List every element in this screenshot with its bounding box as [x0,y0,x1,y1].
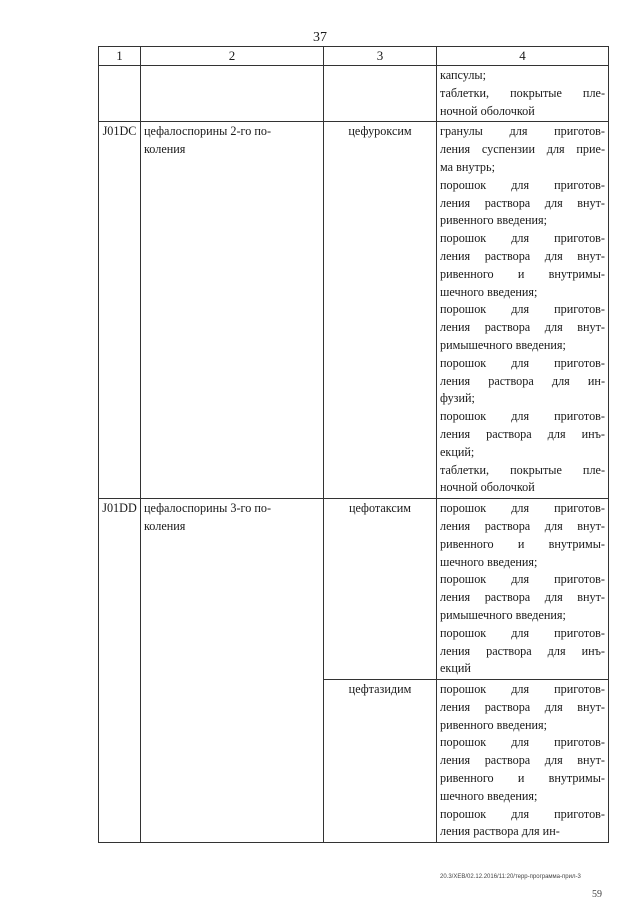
group-cell [141,122,324,499]
dosage-form-line: фузий; [440,391,475,406]
inn-cell: цефтазидим [324,680,437,843]
dosage-forms-cell [437,680,609,843]
group-name-line: цефалоспорины 3-го по- [144,501,272,516]
dosage-form-line: порошок для приготов- [440,806,605,821]
dosage-form-line: римышечного введения; [440,337,566,352]
inn-cell [324,66,437,122]
dosage-form-line: порошок для приготов- [440,302,605,317]
inn-cell: цефотаксим [324,499,437,680]
dosage-form-line: порошок для приготов- [440,735,605,750]
dosage-form-line: шечного введения; [440,554,538,569]
dosage-form-line: ночной оболочкой [440,103,535,118]
dosage-form-line: ления раствора для внут- [440,195,605,210]
dosage-form-line: порошок для приготов- [440,355,605,370]
table-header-row [99,47,609,66]
medicines-table [98,46,609,843]
dosage-form-line: ления раствора для внут- [440,699,605,714]
dosage-form-line: порошок для приготов- [440,682,605,697]
dosage-form-line: ления раствора для ин- [440,373,605,388]
dosage-form-line: гранулы для приготов- [440,124,605,139]
dosage-form-line: ления раствора для внут- [440,753,605,768]
dosage-form-line: шечного введения; [440,284,538,299]
footer-page-number: 59 [592,889,602,900]
column-header-1: 1 [99,47,141,66]
group-name-line: цефалоспорины 2-го по- [144,124,272,139]
dosage-form-line: таблетки, покрытые пле- [440,85,605,100]
inn-cell: цефуроксим [324,122,437,499]
dosage-form-line: ления раствора для внут- [440,320,605,335]
dosage-form-line: ма внутрь; [440,159,495,174]
dosage-form-line: таблетки, покрытые пле- [440,462,605,477]
dosage-form-line: ления суспензии для прие- [440,142,605,157]
group-name-line: коления [144,142,186,157]
group-cell [141,499,324,843]
table-row [99,499,609,680]
dosage-form-line: порошок для приготов- [440,409,605,424]
column-header-3: 3 [324,47,437,66]
dosage-form-line: ления раствора для внут- [440,590,605,605]
dosage-form-line: римышечного введения; [440,607,566,622]
atc-code-cell: J01DD [99,499,141,843]
column-header-2: 2 [141,47,324,66]
group-cell [141,66,324,122]
dosage-form-line: екций [440,661,471,676]
dosage-form-line: ления раствора для ин- [440,824,560,839]
dosage-form-line: порошок для приготов- [440,572,605,587]
dosage-forms-cell [437,122,609,499]
dosage-form-line: ривенного и внутримы- [440,771,605,786]
table-body [99,66,609,843]
atc-code-cell: J01DC [99,122,141,499]
dosage-form-line: ночной оболочкой [440,480,535,495]
dosage-form-line: капсулы; [440,68,486,82]
dosage-form-line: ривенного введения; [440,717,548,732]
footer-document-id: 20.3/ХЕВ/02.12.2016/11:20/терр-программа-прил-3 [440,874,581,880]
dosage-forms-cell [437,499,609,680]
dosage-form-line: ления раствора для внут- [440,518,605,533]
dosage-form-line: ления раствора для инъ- [440,426,605,441]
dosage-forms-cell [437,66,609,122]
table-row-continued [99,66,609,122]
group-name-line: коления [144,518,186,533]
dosage-form-line: порошок для приготов- [440,625,605,640]
dosage-form-line: порошок для приготов- [440,231,605,246]
atc-code-cell [99,66,141,122]
dosage-form-line: порошок для приготов- [440,177,605,192]
dosage-form-line: ления раствора для внут- [440,248,605,263]
dosage-form-line: ривенного и внутримы- [440,536,605,551]
column-header-4: 4 [437,47,609,66]
dosage-form-line: ления раствора для инъ- [440,643,605,658]
page-number: 37 [313,30,327,45]
table-row [99,122,609,499]
dosage-form-line: ривенного и внутримы- [440,266,605,281]
dosage-form-line: шечного введения; [440,788,538,803]
dosage-form-line: ривенного введения; [440,213,548,228]
dosage-form-line: порошок для приготов- [440,501,605,516]
dosage-form-line: екций; [440,444,475,459]
